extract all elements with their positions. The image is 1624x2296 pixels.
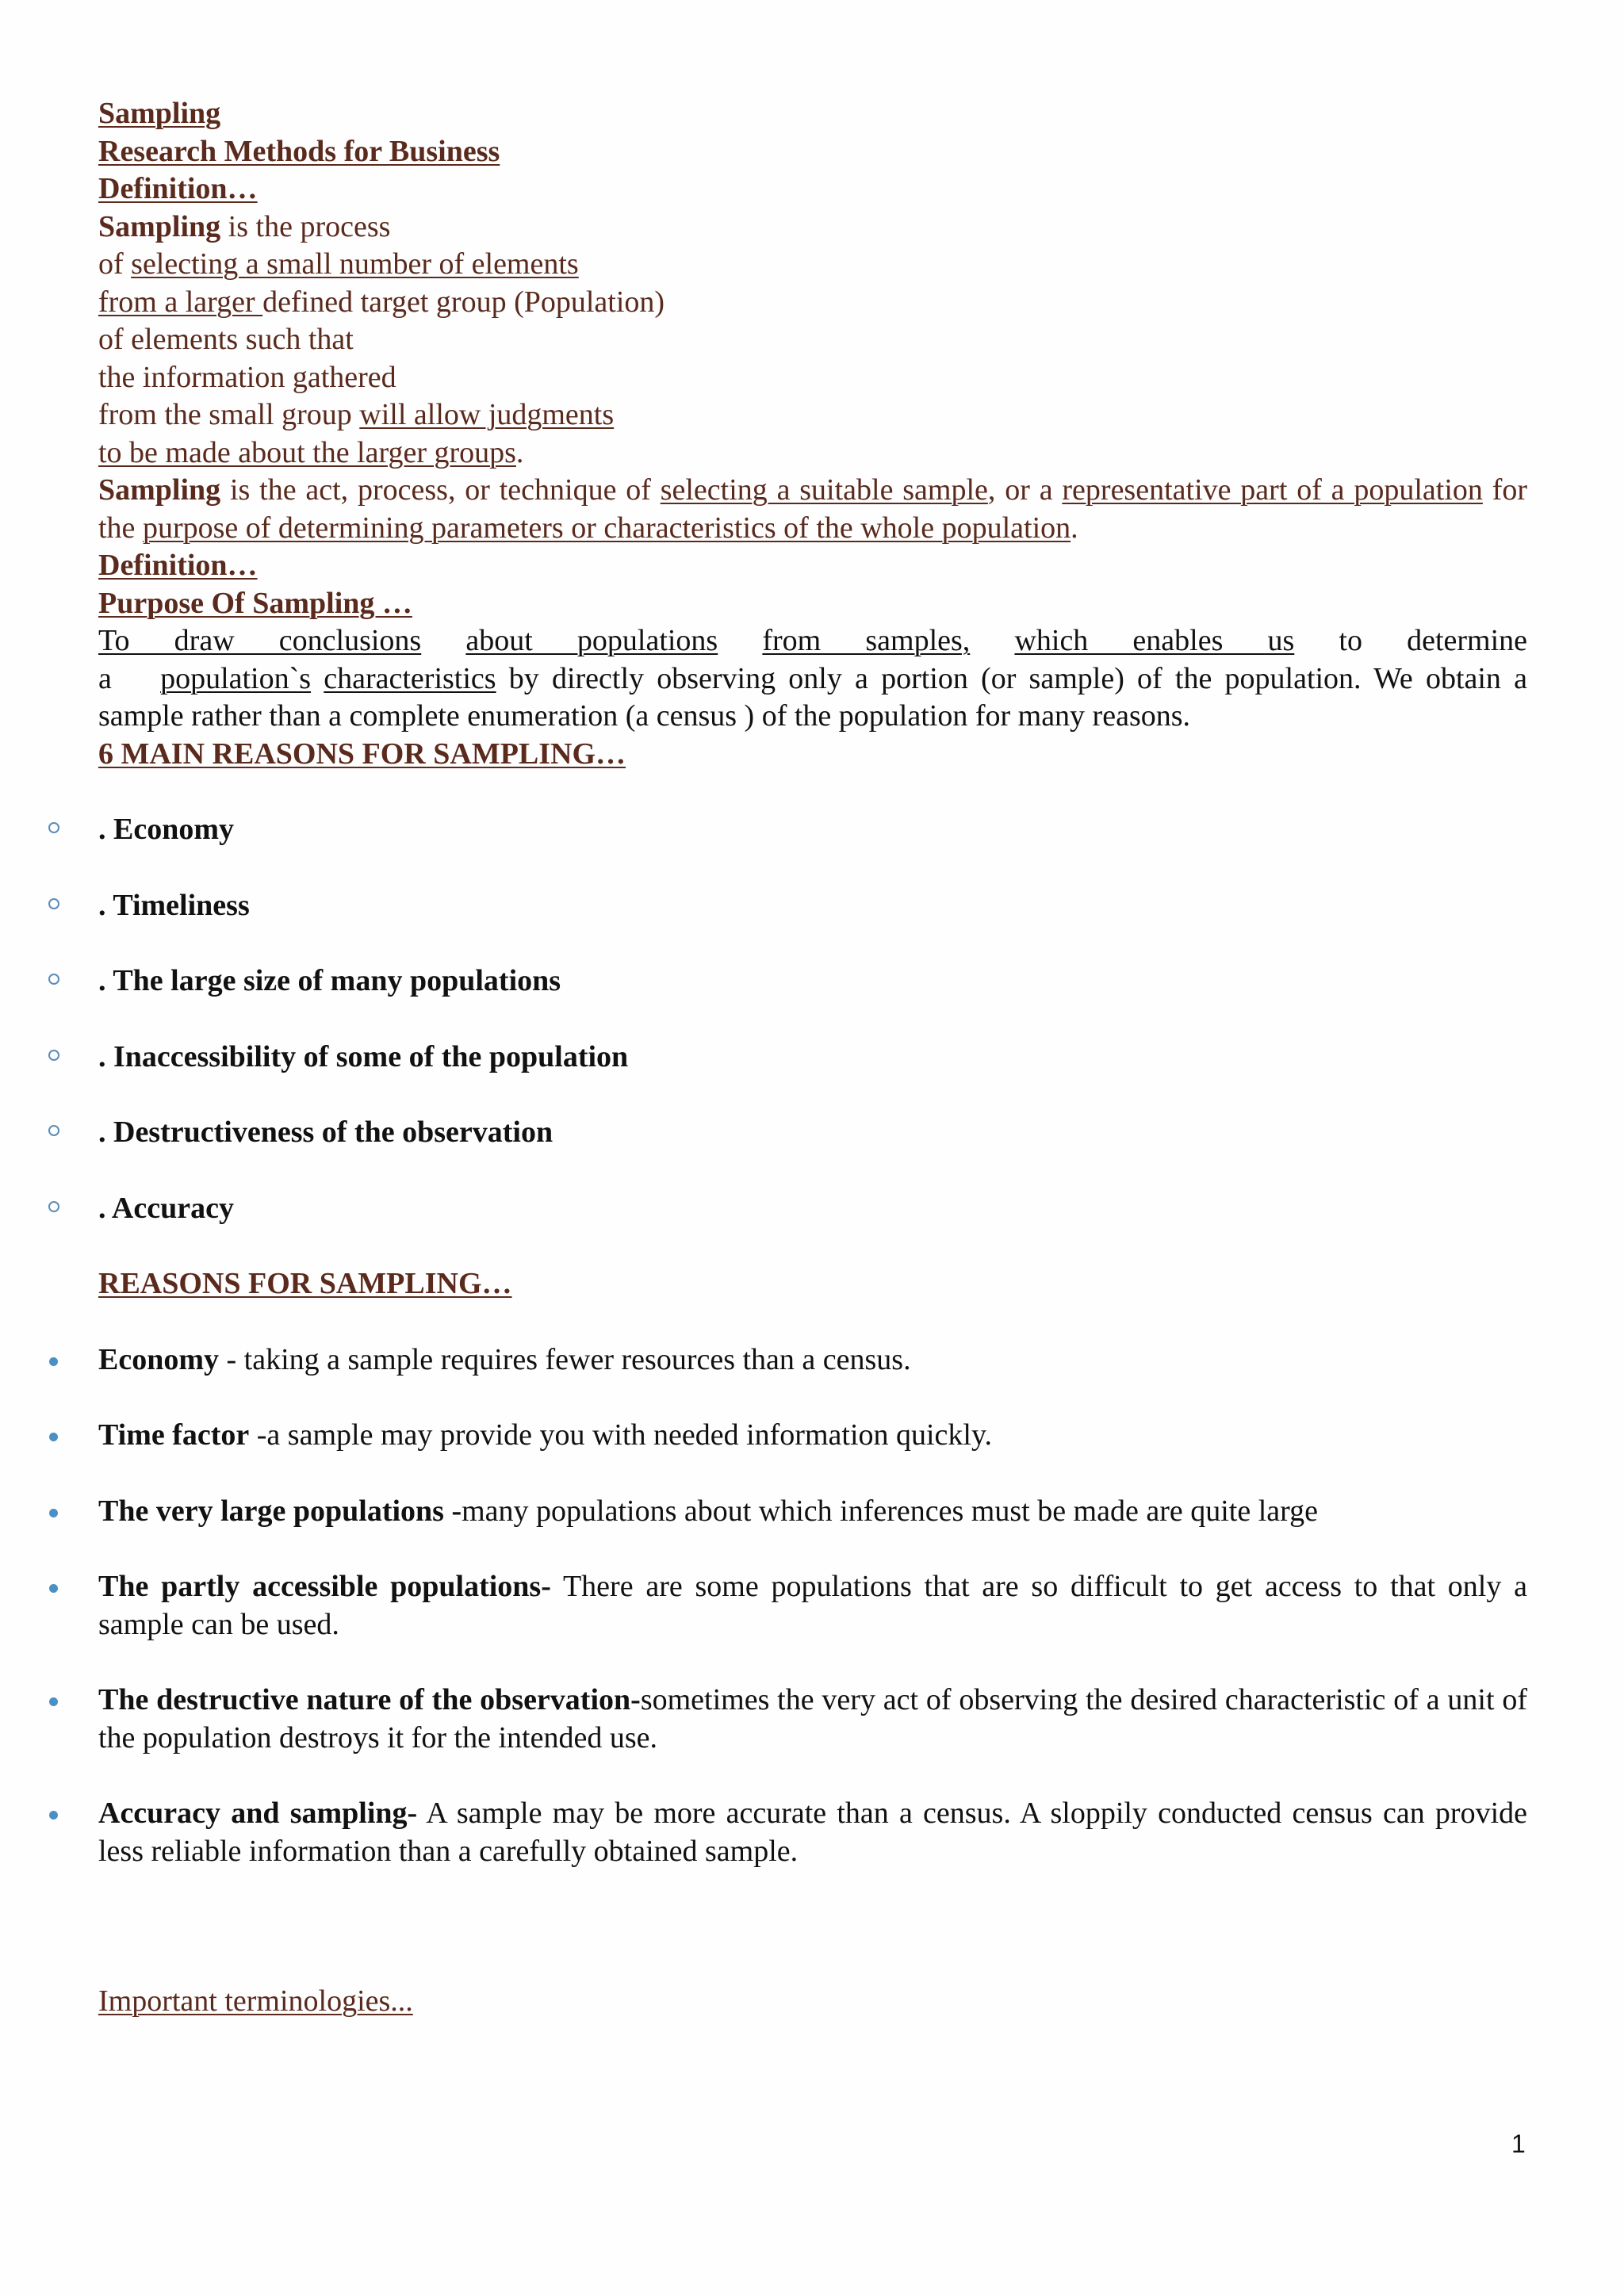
underlined-phrase: about populations — [465, 624, 718, 657]
list-item — [98, 1682, 1527, 1757]
definition-text: the information gathered — [98, 360, 396, 394]
underlined-phrase: selecting a small number of elements — [131, 247, 579, 281]
list-item — [98, 1568, 1527, 1644]
document-title: Sampling — [98, 97, 221, 130]
definition-block-2 — [98, 472, 1527, 547]
list-item — [98, 1341, 1527, 1380]
underlined-phrase: which enables us — [1014, 624, 1295, 657]
definition-text: is the process — [220, 209, 391, 243]
list-item — [98, 1190, 1527, 1228]
underlined-phrase: purpose of determining parameters or characteristics of the whole population — [142, 511, 1071, 545]
list-item — [98, 1417, 1527, 1455]
definition-heading-2: Definition… — [98, 549, 258, 582]
underlined-phrase: To draw conclusions — [98, 624, 422, 657]
underlined-phrase: characteristics — [324, 661, 496, 695]
list-item-label: . Inaccessibility of some of the population — [98, 1039, 629, 1073]
purpose-text — [970, 624, 1014, 657]
bullet-dot-icon — [49, 1509, 58, 1517]
bullet-dot-icon — [49, 1697, 58, 1706]
reason-text: sometimes the very act of observing the desired characteristic of a unit of the population destroys it for the intended use. — [98, 1683, 1528, 1755]
hollow-circle-bullet-icon — [48, 974, 59, 985]
reason-term: Accuracy and sampling- — [98, 1797, 418, 1830]
definition-text: . — [1071, 511, 1078, 545]
reason-term: The partly accessible populations- — [98, 1570, 551, 1603]
list-item — [98, 811, 1527, 849]
definition-text: for the — [98, 473, 1528, 545]
underlined-phrase: selecting a suitable sample — [660, 473, 988, 507]
definition-text: from the small group — [98, 398, 360, 431]
purpose-text — [311, 662, 324, 695]
list-item-label: . Timeliness — [98, 888, 250, 922]
reason-text: A sample may be more accurate than a census. A sloppily conducted census can provide less reliable information than a carefully obtained sample. — [98, 1797, 1527, 1868]
hollow-circle-bullet-icon — [48, 1125, 59, 1136]
hollow-circle-bullet-icon — [48, 1201, 59, 1212]
reason-term: The destructive nature of the observation- — [98, 1683, 641, 1716]
definition-term: Sampling — [98, 473, 221, 507]
page-content — [98, 95, 1527, 2021]
reason-term: Time factor — [98, 1418, 250, 1452]
underlined-phrase: population`s — [160, 661, 312, 695]
reason-term: Economy — [98, 1342, 219, 1376]
page-number: 1 — [1511, 2130, 1526, 2158]
definition-heading: Definition… — [98, 172, 258, 205]
reasons-heading: REASONS FOR SAMPLING… — [98, 1267, 512, 1300]
list-item-label: . Accuracy — [98, 1191, 234, 1225]
main-reasons-list — [98, 811, 1527, 1227]
list-item — [98, 1039, 1527, 1077]
list-item — [98, 962, 1527, 1001]
definition-text: of — [98, 247, 132, 281]
underlined-phrase: from samples, — [762, 624, 971, 657]
reason-text: -a sample may provide you with needed information quickly. — [249, 1418, 993, 1452]
underlined-phrase: to be made about the larger groups — [98, 435, 516, 469]
bullet-dot-icon — [49, 1584, 58, 1593]
definition-text: , or a — [987, 473, 1063, 507]
hollow-circle-bullet-icon — [48, 898, 59, 909]
purpose-text: by directly observing only a portion (or sample) of the population. We obtain a sample rather than a complete enumeration (a census ) of the population for many reasons. — [98, 661, 1527, 733]
definition-text: of elements such that — [98, 323, 354, 356]
list-item-label: . The large size of many populations — [98, 964, 561, 997]
reasons-list — [98, 1341, 1527, 1871]
reason-text: - taking a sample requires fewer resources than a census. — [219, 1342, 911, 1376]
definition-text: is the act, process, or technique of — [220, 473, 661, 507]
definition-text: . — [515, 435, 524, 469]
list-item-label: . Economy — [98, 813, 234, 846]
list-item — [98, 1493, 1527, 1531]
document-subtitle: Research Methods for Business — [98, 134, 500, 168]
purpose-heading: Purpose Of Sampling … — [98, 586, 412, 620]
definition-text: defined target group (Population) — [262, 285, 665, 319]
definition-term: Sampling — [98, 209, 221, 243]
reason-term: The very large populations - — [98, 1494, 462, 1528]
list-item — [98, 1795, 1527, 1870]
bullet-dot-icon — [49, 1357, 58, 1366]
list-item-label: . Destructiveness of the observation — [98, 1115, 553, 1149]
reason-text: There are some populations that are so difficult to get access to that only a sample can be used. — [98, 1570, 1527, 1641]
list-item — [98, 1114, 1527, 1152]
hollow-circle-bullet-icon — [48, 1050, 59, 1061]
bullet-dot-icon — [49, 1811, 58, 1820]
bullet-dot-icon — [49, 1433, 58, 1441]
list-item — [98, 887, 1527, 925]
purpose-text: to determine a — [98, 624, 1528, 695]
underlined-phrase: representative part of a population — [1062, 473, 1483, 507]
definition-block-1 — [98, 209, 1527, 473]
purpose-text — [421, 624, 465, 657]
underlined-phrase: from a larger — [98, 285, 263, 319]
purpose-text — [718, 624, 762, 657]
hollow-circle-bullet-icon — [48, 822, 59, 833]
reason-text: many populations about which inferences must be made are quite large — [462, 1494, 1318, 1528]
purpose-paragraph — [98, 622, 1527, 736]
terminology-link[interactable]: Important terminologies... — [98, 1984, 413, 2018]
underlined-phrase: will allow judgments — [359, 398, 615, 431]
main-reasons-heading: 6 MAIN REASONS FOR SAMPLING… — [98, 737, 626, 771]
